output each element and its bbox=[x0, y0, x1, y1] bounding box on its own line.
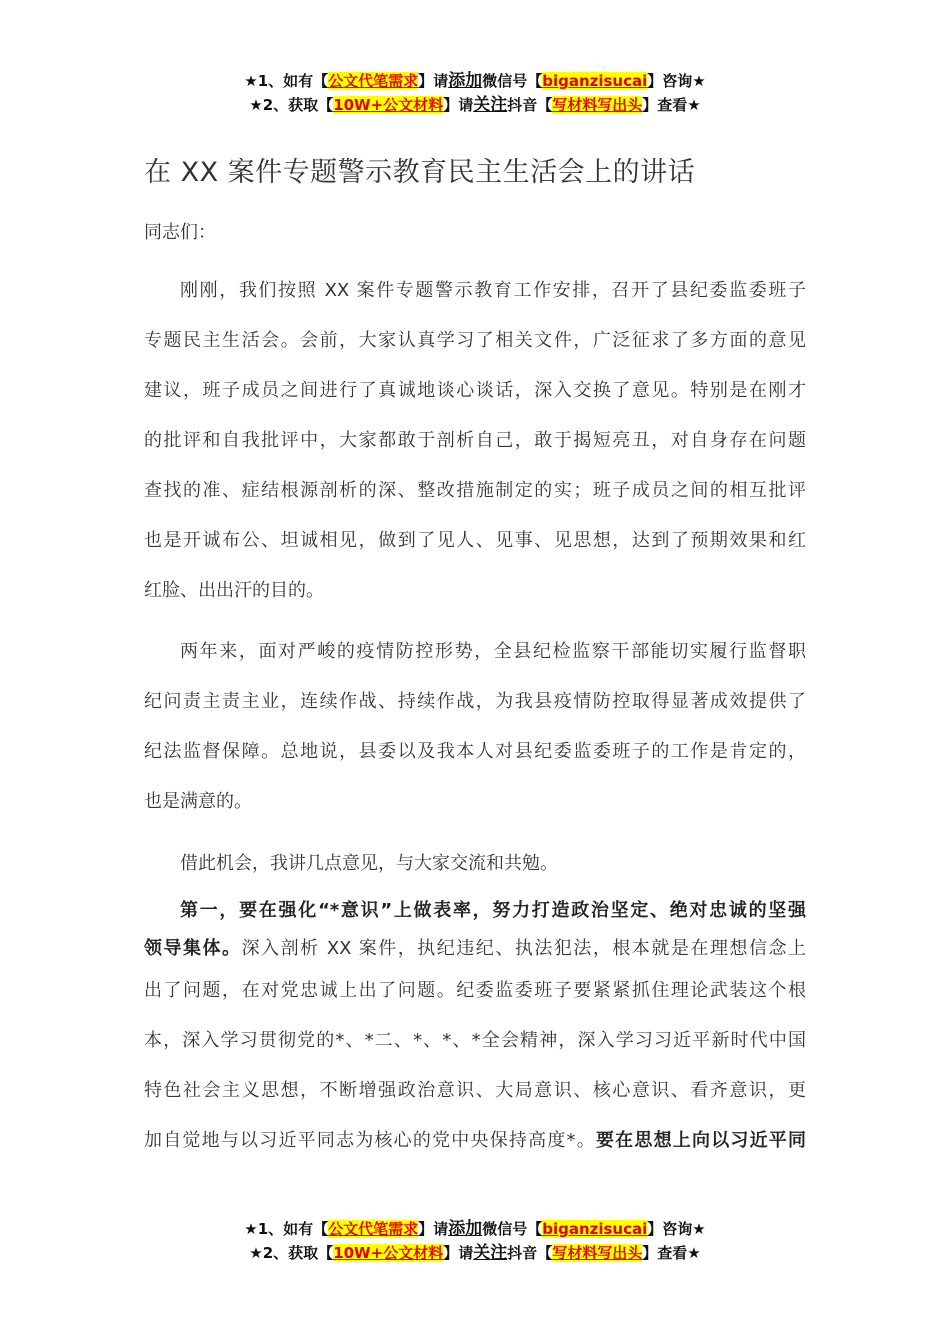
promo-text: 抖音【 bbox=[507, 96, 553, 114]
promo-text: 】查看★ bbox=[642, 96, 701, 114]
promo-line-1 bbox=[0, 69, 950, 93]
promo-highlight: 公文代笔需求 bbox=[328, 72, 419, 90]
section-heading-end: 领导集体。 bbox=[144, 938, 242, 959]
promo-emphasis: 关注 bbox=[473, 1243, 508, 1263]
paragraph-3 bbox=[144, 839, 806, 889]
paragraph-line: 也是开诚布公、坦诚相见，做到了见人、见事、见思想，达到了预期效果和红 bbox=[144, 530, 806, 551]
promo-banner-bottom bbox=[0, 1217, 950, 1265]
section-heading-line: 第一，要在强化“*意识”上做表率，努力打造政治坚定、绝对忠诚的坚强 bbox=[180, 900, 806, 921]
promo-text: 】请 bbox=[443, 1244, 474, 1262]
paragraph-line: 纪法监督保障。总地说，县委以及我本人对县纪委监委班子的工作是肯定的， bbox=[144, 741, 806, 762]
paragraph-line bbox=[144, 932, 806, 966]
promo-emphasis: 添加 bbox=[448, 1219, 483, 1239]
promo-emphasis: 关注 bbox=[473, 95, 508, 115]
promo-text: ★1、如有【 bbox=[244, 1220, 329, 1238]
promo-text: ★1、如有【 bbox=[244, 72, 329, 90]
paragraph-line: 本，深入学习贯彻党的*、*二、*、*、*全会精神，深入学习习近平新时代中国 bbox=[144, 1030, 806, 1051]
douyin-id-highlight: 写材料写出头 bbox=[552, 96, 643, 114]
promo-emphasis: 添加 bbox=[448, 71, 483, 91]
promo-text: 微信号【 bbox=[482, 1220, 543, 1238]
paragraph-line bbox=[144, 1116, 806, 1166]
promo-highlight: 公文代笔需求 bbox=[328, 1220, 419, 1238]
paragraph-line: 刚刚，我们按照 XX 案件专题警示教育工作安排，召开了县纪委监委班子 bbox=[180, 280, 806, 301]
paragraph-line: 特色社会主义思想，不断增强政治意识、大局意识、核心意识、看齐意识，更 bbox=[144, 1080, 806, 1101]
paragraph-line: 的批评和自我批评中，大家都敢于剖析自己，敢于揭短亮丑，对自身存在问题 bbox=[144, 430, 806, 451]
wechat-id-highlight: biganzisucai bbox=[542, 1220, 648, 1238]
promo-text: 】请 bbox=[418, 1220, 449, 1238]
douyin-id-highlight: 写材料写出头 bbox=[552, 1244, 643, 1262]
promo-text: 】查看★ bbox=[642, 1244, 701, 1262]
paragraph-line: 借此机会，我讲几点意见，与大家交流和共勉。 bbox=[180, 853, 558, 874]
promo-text: 抖音【 bbox=[507, 1244, 553, 1262]
promo-text: 】咨询★ bbox=[647, 1220, 706, 1238]
paragraph-line: 查找的准、症结根源剖析的深、整改措施制定的实；班子成员之间的相互批评 bbox=[144, 480, 806, 501]
paragraph-line: 两年来，面对严峻的疫情防控形势，全县纪检监察干部能切实履行监督职 bbox=[180, 641, 806, 662]
paragraph-4 bbox=[144, 890, 806, 1166]
document-title: 在 XX 案件专题警示教育民主生活会上的讲话 bbox=[144, 157, 696, 188]
salutation: 同志们： bbox=[144, 222, 216, 243]
promo-text: 微信号【 bbox=[482, 72, 543, 90]
paragraph-text: 深入剖析 XX 案件，执纪违纪、执法犯法，根本就是在理想信念上 bbox=[241, 938, 806, 959]
paragraph-line: 专题民主生活会。会前，大家认真学习了相关文件，广泛征求了多方面的意见 bbox=[144, 330, 806, 351]
promo-line-1 bbox=[0, 1217, 950, 1241]
paragraph-line: 纪问责主责主业，连续作战、持续作战，为我县疫情防控取得显著成效提供了 bbox=[144, 691, 806, 712]
promo-text: 】咨询★ bbox=[647, 72, 706, 90]
promo-text: ★2、获取【 bbox=[249, 96, 334, 114]
paragraph-text: 加自觉地与以习近平同志为核心的党中央保持高度*。 bbox=[144, 1130, 596, 1151]
paragraph-line: 出了问题，在对党忠诚上出了问题。纪委监委班子要紧紧抓住理论武装这个根 bbox=[144, 980, 806, 1001]
promo-text: ★2、获取【 bbox=[249, 1244, 334, 1262]
paragraph-line: 建议，班子成员之间进行了真诚地谈心谈话，深入交换了意见。特别是在刚才 bbox=[144, 380, 806, 401]
emphasis-text: 要在思想上向以习近平同 bbox=[595, 1130, 807, 1151]
paragraph-line: 也是满意的。 bbox=[144, 791, 252, 812]
promo-highlight: 10W+公文材料 bbox=[333, 1244, 444, 1262]
paragraph-2 bbox=[144, 627, 806, 827]
promo-line-2 bbox=[0, 1241, 950, 1265]
wechat-id-highlight: biganzisucai bbox=[542, 72, 648, 90]
promo-highlight: 10W+公文材料 bbox=[333, 96, 444, 114]
promo-text: 】请 bbox=[443, 96, 474, 114]
promo-line-2 bbox=[0, 93, 950, 117]
paragraph-1 bbox=[144, 266, 806, 616]
promo-text: 】请 bbox=[418, 72, 449, 90]
promo-banner-top bbox=[0, 69, 950, 117]
paragraph-line: 红脸、出出汗的目的。 bbox=[144, 580, 324, 601]
